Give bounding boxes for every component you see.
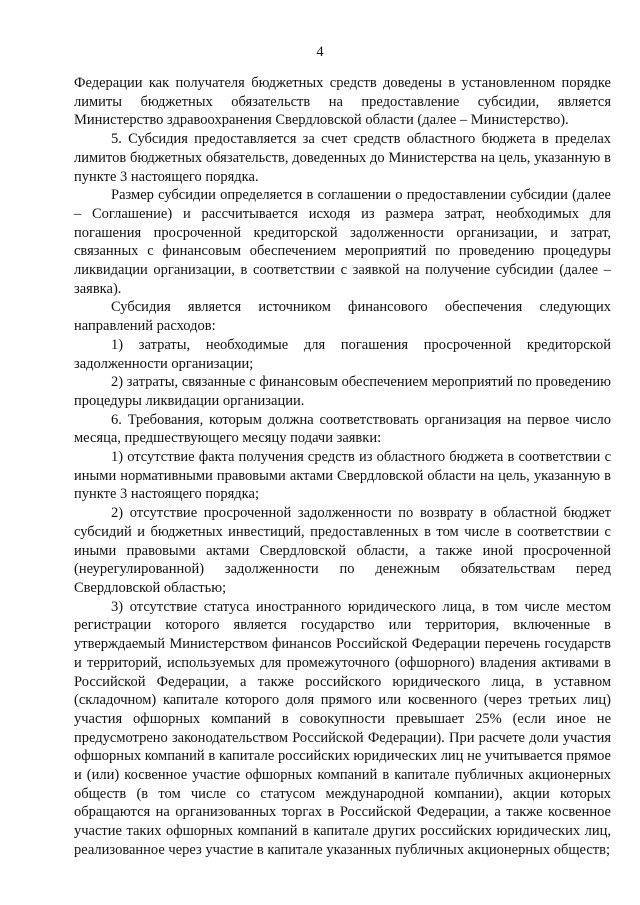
paragraph-clause-6: 6. Требования, которым должна соответствовать организация на первое число месяца, предшествующего месяцу подачи заявки: xyxy=(74,411,611,447)
document-body xyxy=(74,74,611,860)
paragraph-clause-5: 5. Субсидия предоставляется за счет средств областного бюджета в пределах лимитов бюджетных обязательств, доведенных до Министерства на цель, указанную в пункте 3 настоящего порядка. xyxy=(74,131,611,185)
list-item-expense-1: 1) затраты, необходимые для погашения просроченной кредиторской задолженности организации; xyxy=(74,336,611,372)
paragraph-continuation: Федерации как получателя бюджетных средств доведены в установленном порядке лимиты бюджетных обязательств на предоставление субсидии, является Министерство здравоохранения Свердловской области (далее – Министерство). xyxy=(74,75,611,129)
paragraph-subsidy-amount: Размер субсидии определяется в соглашении о предоставлении субсидии (далее – Соглашение) и рассчитывается исходя из размера затрат, необходимых для погашения просроченной кредиторской задолженности организации, и затрат, связанных с финансовым обеспечением мероприятий по проведению процедуры ликвидации организации, в соответствии с заявкой на получение субсидии (далее – заявка). xyxy=(74,187,611,297)
page-number: 4 xyxy=(316,44,324,60)
list-item-requirement-2: 2) отсутствие просроченной задолженности по возврату в областной бюджет субсидий и бюджетных инвестиций, предоставленных в том числе в соответствии с иными правовыми актами Свердловской области, а также иной просроченной (неурегулированной) задолженности по денежным обязательствам перед Свердловской областью; xyxy=(74,505,611,596)
list-item-expense-2: 2) затраты, связанные с финансовым обеспечением мероприятий по проведению процедуры ликвидации организации. xyxy=(74,374,611,409)
list-item-requirement-1: 1) отсутствие факта получения средств из областного бюджета в соответствии с иными нормативными правовыми актами Свердловской области на цель, указанную в пункте 3 настоящего порядка; xyxy=(74,449,611,503)
paragraph-subsidy-source: Субсидия является источником финансового обеспечения следующих направлений расходов: xyxy=(74,299,611,335)
list-item-requirement-3: 3) отсутствие статуса иностранного юридического лица, в том числе местом регистрации которого является государство или территория, включенные в утверждаемый Министерством финансов Российской Федерации перечень государств и территорий, используемых для промежуточного (офшорного) владения активами в Российской Федерации, а также российского юридического лица, в уставном (складочном) капитале которого доля прямого или косвенного (через третьих лиц) участия офшорных компаний в совокупности превышает 25% (если иное не предусмотрено законодательством Российской Федерации). При расчете доли участия офшорных компаний в капитале российских юридических лиц не учитывается прямое и (или) косвенное участие офшорных компаний в капитале публичных акционерных обществ (в том числе со статусом международной компании), акции которых обращаются на организованных торгах в Российской Федерации, а также косвенное участие таких офшорных компаний в капитале других российских юридических лиц, реализованное через участие в капитале указанных публичных акционерных обществ; xyxy=(74,598,611,858)
